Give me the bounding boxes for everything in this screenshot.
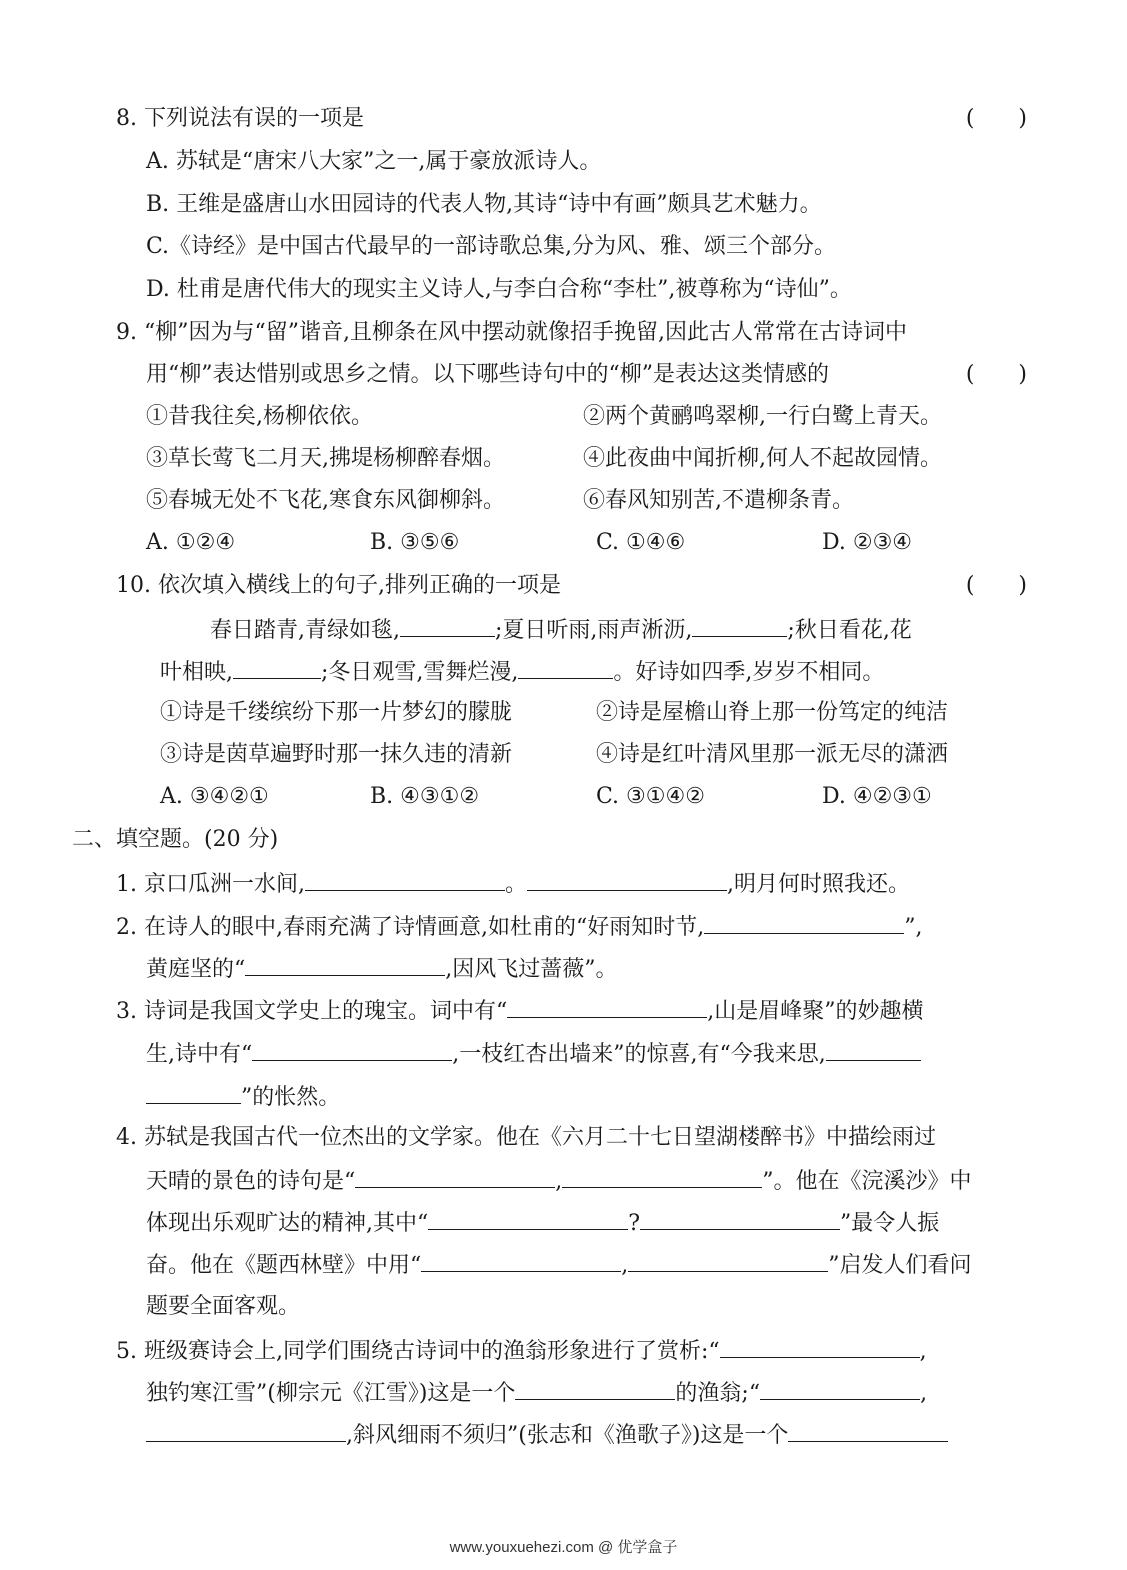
f5-line3	[146, 1419, 948, 1449]
q9-item-5: ⑤春城无处不飞花,寒食东风御柳斜。	[146, 488, 505, 513]
f5-blank-1[interactable]	[720, 1335, 920, 1358]
q10-passage-text: ;夏日听雨,雨声淅沥,	[495, 618, 693, 643]
f3-blank-3a[interactable]	[826, 1038, 921, 1061]
q10-choice-a: A. ③④②①	[160, 784, 269, 809]
f4-text: 奋。他在《题西林壁》中用“	[146, 1253, 422, 1278]
f4-text: ”最令人振	[840, 1211, 940, 1236]
f3-text: ”的怅然。	[241, 1085, 341, 1110]
f2-blank-2[interactable]	[245, 953, 445, 976]
f5-blank-4[interactable]	[788, 1419, 948, 1442]
q10-passage-text: 。好诗如四季,岁岁不相同。	[613, 660, 885, 685]
q9-stem-line2: 用“柳”表达惜别或思乡之情。以下哪些诗句中的“柳”是表达这类情感的	[146, 362, 829, 387]
q10-blank-3[interactable]	[233, 656, 321, 679]
f5-line2	[146, 1377, 927, 1407]
q9-choice-b: B. ③⑤⑥	[370, 530, 460, 555]
q9-choice-d: D. ②③④	[822, 530, 913, 555]
q10-passage-line1	[210, 614, 912, 644]
f4-line2	[146, 1165, 972, 1195]
q10-passage-text: 叶相映,	[160, 660, 233, 685]
q10-blank-1[interactable]	[400, 614, 495, 637]
f2-line2	[146, 953, 618, 983]
q10-passage-text: ;冬日观雪,雪舞烂漫,	[321, 660, 519, 685]
q10-choice-d: D. ④②③①	[822, 784, 932, 809]
f5-text: 独钓寒江雪”(柳宗元《江雪》)这是一个	[146, 1381, 516, 1406]
f4-text: ”。他在《浣溪沙》中	[762, 1169, 972, 1194]
f4-text: ,	[621, 1253, 629, 1278]
footer-watermark: www.youxuehezi.com @ 优学盒子	[449, 1539, 678, 1556]
f5-text: ,斜风细雨不须归”(张志和《渔歌子》)这是一个	[346, 1423, 789, 1448]
f1-text: 。	[504, 872, 527, 897]
q10-item-2: ②诗是屋檐山脊上那一份笃定的纯洁	[596, 700, 949, 725]
q9-choice-c: C. ①④⑥	[596, 530, 686, 555]
f4-blank-4[interactable]	[640, 1207, 840, 1230]
q8-option-b: B. 王维是盛唐山水田园诗的代表人物,其诗“诗中有画”颇具艺术魅力。	[146, 192, 822, 217]
q9-stem-line1: 9. “柳”因为与“留”谐音,且柳条在风中摆动就像招手挽留,因此古人常常在古诗词中	[116, 320, 907, 345]
f1-line	[116, 868, 910, 898]
f4-text: ?	[628, 1211, 641, 1236]
f3-text: 3. 诗词是我国文学史上的瑰宝。词中有“	[116, 999, 508, 1024]
f1-text: ,明月何时照我还。	[727, 872, 910, 897]
f5-text: ,	[919, 1339, 927, 1364]
f4-text: 体现出乐观旷达的精神,其中“	[146, 1211, 429, 1236]
f3-blank-3b[interactable]	[146, 1081, 241, 1104]
f3-line1	[116, 995, 923, 1025]
f3-line2	[146, 1038, 921, 1068]
q10-item-3: ③诗是茵草遍野时那一抹久违的清新	[160, 742, 513, 767]
q8-answer-paren[interactable]: ( )	[965, 106, 1027, 131]
f2-blank-1[interactable]	[704, 911, 904, 934]
f4-text: 天晴的景色的诗句是“	[146, 1169, 356, 1194]
f3-text: ,一枝红杏出墙来”的惊喜,有“今我来思,	[452, 1042, 826, 1067]
f3-line3	[146, 1081, 340, 1111]
f3-text: ,山是眉峰聚”的妙趣横	[707, 999, 924, 1024]
f5-text: ,	[920, 1381, 928, 1406]
f4-line4	[146, 1249, 972, 1279]
f5-blank-3b[interactable]	[146, 1419, 346, 1442]
q9-item-6: ⑥春风知别苦,不遣柳条青。	[583, 488, 854, 513]
f4-blank-1[interactable]	[355, 1165, 555, 1188]
f4-line3	[146, 1207, 939, 1237]
q8-option-d: D. 杜甫是唐代伟大的现实主义诗人,与李白合称“李杜”,被尊称为“诗仙”。	[146, 277, 852, 302]
f2-line1	[116, 911, 922, 941]
q9-answer-paren[interactable]: ( )	[965, 362, 1027, 387]
f4-blank-5[interactable]	[421, 1249, 621, 1272]
f4-blank-6[interactable]	[628, 1249, 828, 1272]
f4-text: ”启发人们看问	[828, 1253, 972, 1278]
q10-choice-b: B. ④③①②	[370, 784, 480, 809]
f4-line1: 4. 苏轼是我国古代一位杰出的文学家。他在《六月二十七日望湖楼醉书》中描绘雨过	[116, 1125, 936, 1150]
f1-text: 1. 京口瓜洲一水间,	[116, 872, 305, 897]
f5-blank-2[interactable]	[515, 1377, 675, 1400]
q10-blank-2[interactable]	[692, 614, 787, 637]
f2-text: 2. 在诗人的眼中,春雨充满了诗情画意,如杜甫的“好雨知时节,	[116, 915, 705, 940]
q9-item-2: ②两个黄鹂鸣翠柳,一行白鹭上青天。	[583, 404, 942, 429]
q10-item-1: ①诗是千缕缤纷下那一片梦幻的朦胧	[160, 700, 513, 725]
q10-passage-text: ;秋日看花,花	[787, 618, 912, 643]
f1-blank-2[interactable]	[527, 868, 727, 891]
q8-option-a: A. 苏轼是“唐宋八大家”之一,属于豪放派诗人。	[146, 149, 602, 174]
f4-text: ,	[555, 1169, 563, 1194]
f4-blank-2[interactable]	[562, 1165, 762, 1188]
q8-stem: 8. 下列说法有误的一项是	[116, 106, 364, 131]
f5-text: 的渔翁;“	[675, 1381, 761, 1406]
f1-blank-1[interactable]	[305, 868, 505, 891]
f5-blank-3a[interactable]	[760, 1377, 920, 1400]
f4-blank-3[interactable]	[428, 1207, 628, 1230]
q10-stem: 10. 依次填入横线上的句子,排列正确的一项是	[116, 573, 561, 598]
f2-text: ”,	[904, 915, 923, 940]
f4-line5: 题要全面客观。	[146, 1294, 301, 1319]
section-title: 二、填空题。(20 分)	[72, 827, 279, 852]
q10-answer-paren[interactable]: ( )	[965, 573, 1027, 598]
q8-option-c: C.《诗经》是中国古代最早的一部诗歌总集,分为风、雅、颂三个部分。	[146, 234, 837, 259]
q9-item-4: ④此夜曲中闻折柳,何人不起故园情。	[583, 446, 942, 471]
q9-item-3: ③草长莺飞二月天,拂堤杨柳醉春烟。	[146, 446, 505, 471]
f2-text: 黄庭坚的“	[146, 957, 246, 982]
f3-text: 生,诗中有“	[146, 1042, 253, 1067]
q10-blank-4[interactable]	[518, 656, 613, 679]
f3-blank-1[interactable]	[507, 995, 707, 1018]
q10-passage-line2	[160, 656, 884, 686]
f3-blank-2[interactable]	[252, 1038, 452, 1061]
q10-passage-text: 春日踏青,青绿如毯,	[210, 618, 400, 643]
q9-choice-a: A. ①②④	[146, 530, 236, 555]
q10-choice-c: C. ③①④②	[596, 784, 705, 809]
q9-item-1: ①昔我往矣,杨柳依依。	[146, 404, 373, 429]
f5-line1	[116, 1335, 927, 1365]
f2-text: ,因风飞过蔷薇”。	[445, 957, 618, 982]
f5-text: 5. 班级赛诗会上,同学们围绕古诗词中的渔翁形象进行了赏析:“	[116, 1339, 720, 1364]
q10-item-4: ④诗是红叶清风里那一派无尽的潇洒	[596, 742, 949, 767]
